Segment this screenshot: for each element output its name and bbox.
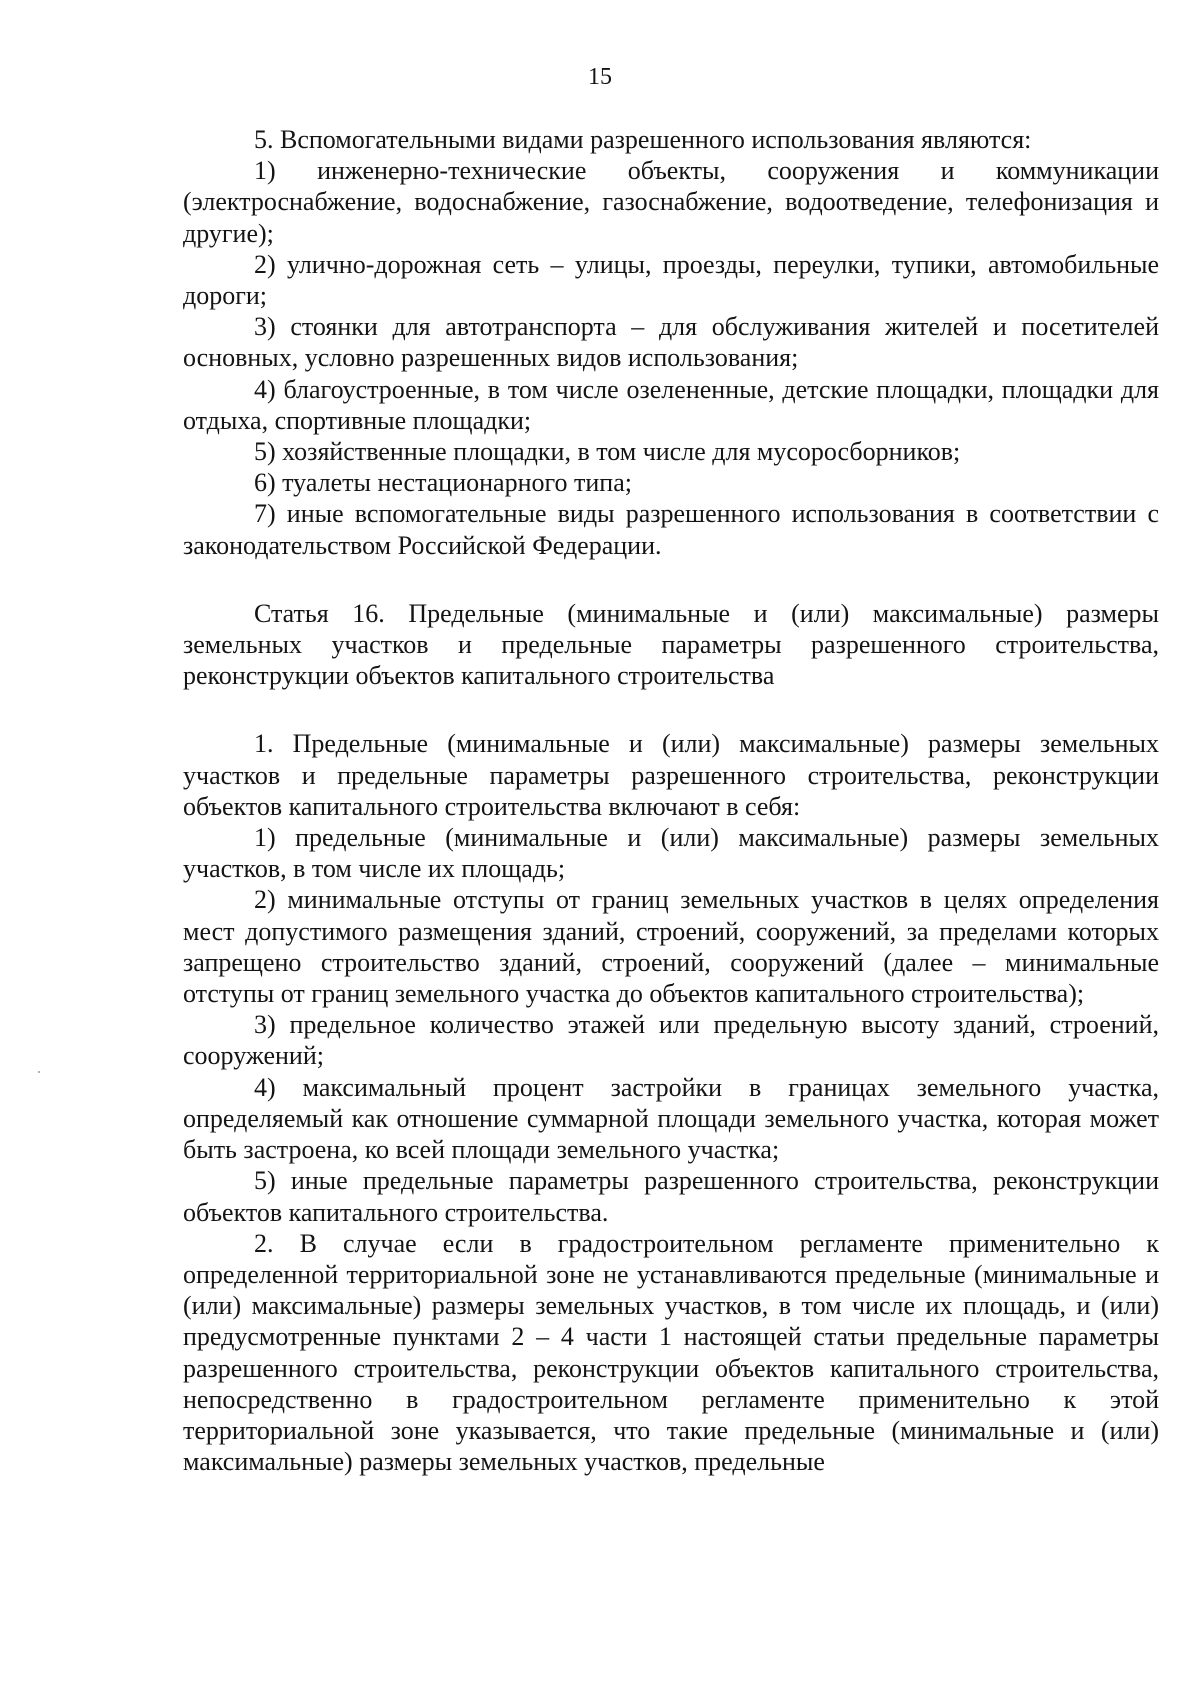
list-item-3: 3) предельное количество этажей или предельную высоту зданий, строений, сооружений; <box>183 1010 1159 1071</box>
list-item-7: 7) иные вспомогательные виды разрешенного использования в соответствии с законодательством Российской Федерации. <box>183 499 1159 560</box>
list-item-2: 2) улично-дорожная сеть – улицы, проезды, переулки, тупики, автомобильные дороги; <box>183 249 1159 311</box>
paragraph-article-16-part-1: 1. Предельные (минимальные и (или) максимальные) размеры земельных участков и предельные параметры разрешенного строительства, реконструкции объектов капитального строительства включают в себя: <box>183 729 1159 821</box>
list-item-4: 4) максимальный процент застройки в границах земельного участка, определяемый как отношение суммарной площади земельного участка, которая может быть застроена, ко всей площади земельного участка; <box>183 1072 1159 1165</box>
list-item-5: 5) хозяйственные площадки, в том числе для мусоросборников; <box>254 437 961 467</box>
scan-artifact <box>38 1071 40 1073</box>
paragraph-article-16-part-2: 2. В случае если в градостроительном регламенте применительно к определенной территориальной зоне не устанавливаются предельные (минимальные и (или) максимальные) размеры земельных участков, в том числе их площадь, и (или) предусмотренные пунктами 2 – 4 части 1 настоящей статьи предельные параметры разрешенного строительства, реконструкции объектов капитального строительства, непосредственно в градостроительном регламенте применительно к этой территориальной зоне указывается, что такие предельные (минимальные и (или) максимальные) размеры земельных участков, предельные <box>183 1228 1159 1477</box>
page-number: 15 <box>588 64 612 90</box>
list-item-3: 3) стоянки для автотранспорта – для обслуживания жителей и посетителей основных, условно разрешенных видов использования; <box>183 312 1159 373</box>
list-item-1: 1) инженерно-технические объекты, сооружения и коммуникации (электроснабжение, водоснабжение, газоснабжение, водоотведение, телефонизация и другие); <box>183 156 1159 248</box>
paragraph-auxiliary-uses-intro: 5. Вспомогательными видами разрешенного использования являются: <box>254 125 1032 154</box>
list-item-4: 4) благоустроенные, в том числе озелененные, детские площадки, площадки для отдыха, спортивные площадки; <box>183 374 1159 435</box>
document-body <box>183 124 1159 1477</box>
list-item-2: 2) минимальные отступы от границ земельных участков в целях определения мест допустимого размещения зданий, строений, сооружений, за пределами которых запрещено строительство зданий, строений, сооружений (далее – минимальные отступы от границ земельного участка до объектов капитального строительства); <box>183 885 1159 1009</box>
list-item-5: 5) иные предельные параметры разрешенного строительства, реконструкции объектов капитального строительства. <box>183 1166 1159 1227</box>
article-16-heading: Статья 16. Предельные (минимальные и (или) максимальные) размеры земельных участков и предельные параметры разрешенного строительства, реконструкции объектов капитального строительства <box>183 598 1159 691</box>
list-item-1: 1) предельные (минимальные и (или) максимальные) размеры земельных участков, в том числе их площадь; <box>183 823 1159 884</box>
list-item-6: 6) туалеты нестационарного типа; <box>254 468 632 498</box>
